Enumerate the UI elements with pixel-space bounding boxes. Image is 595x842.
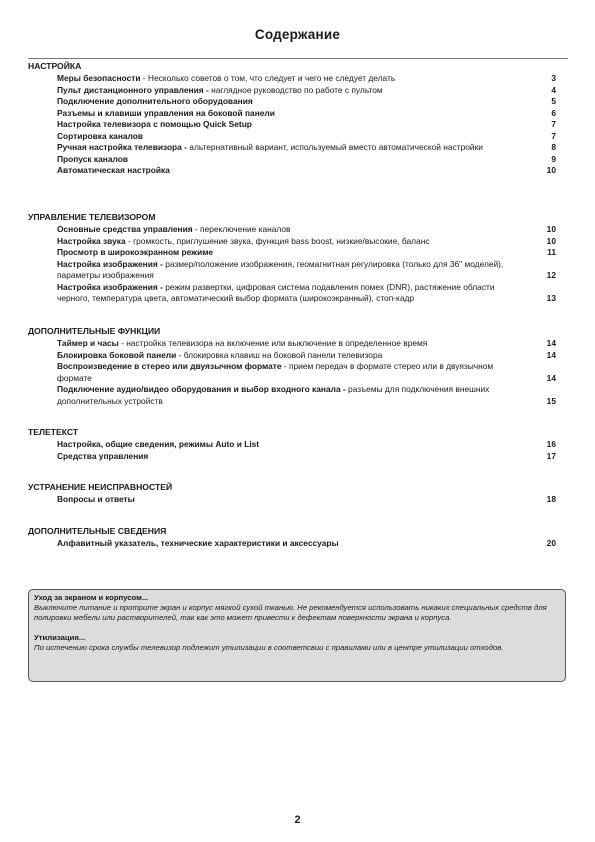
toc-entry[interactable] bbox=[28, 154, 556, 166]
section-title: ДОПОЛНИТЕЛЬНЫЕ СВЕДЕНИЯ bbox=[28, 526, 167, 536]
entry-page: 17 bbox=[546, 450, 556, 461]
section-title: ТЕЛЕТЕКСТ bbox=[28, 427, 79, 437]
entry-title: Воспроизведение в стерео или двуязычном формате bbox=[57, 361, 282, 371]
entry-page: 10 bbox=[546, 165, 556, 175]
entry-page: 16 bbox=[546, 439, 556, 449]
entry-title: Автоматическая настройка bbox=[57, 165, 170, 175]
entry-page: 13 bbox=[546, 293, 556, 303]
entry-page: 10 bbox=[546, 235, 556, 246]
entry-desc: - прием передач в формате стерео или в двуязычном формате bbox=[57, 361, 494, 383]
entry-page: 4 bbox=[551, 84, 556, 95]
entry-title: Настройка звука bbox=[57, 235, 126, 246]
page-number: 2 bbox=[294, 814, 301, 826]
entry-page: 15 bbox=[546, 395, 556, 406]
header-rule bbox=[28, 58, 568, 59]
disposal-note-text: По истечению срока службы телевизор подлежит утилизации в соответсвии с правилами или в центре утилизации отходов. bbox=[34, 642, 504, 652]
entry-title: Настройка телевизора с помощью Quick Setup bbox=[57, 119, 252, 129]
toc-section-tv-control bbox=[28, 212, 556, 305]
entry-desc: альтернативный вариант, используемый вместо автоматической настройки bbox=[186, 142, 483, 152]
entry-page: 7 bbox=[551, 130, 556, 141]
entry-title: Вопросы и ответы bbox=[57, 494, 135, 504]
entry-title: Разъемы и клавиши управления на боковой панели bbox=[57, 107, 275, 118]
care-note-box bbox=[28, 589, 566, 682]
disposal-note-title: Утилизация... bbox=[34, 632, 86, 642]
note-spacer bbox=[34, 624, 560, 633]
entry-page: 5 bbox=[551, 96, 556, 106]
entry-page: 14 bbox=[546, 338, 556, 348]
entry-desc: режим развертки, цифровая система подавления помех (DNR), растяжение области черного, температура цвета, автоматический выбор формата (широкоэкранный), стоп-кадр bbox=[57, 281, 495, 303]
care-note-text: Выключите питание и протрите экран и корпус мягкой сухой тканью. Не рекомендуется использовать никаких специальных средств для полировки мебели или растворителей, так как это может привести к дефектам поверхности экрана и корпуса. bbox=[34, 603, 547, 623]
entry-title: Ручная настройка телевизора - bbox=[57, 142, 187, 152]
toc-section-extra-functions bbox=[28, 326, 556, 407]
entry-page: 9 bbox=[551, 153, 556, 164]
entry-desc: наглядное руководство по работе с пультом bbox=[208, 84, 383, 95]
entry-desc: - Несколько советов о том, что следует и чего не следует делать bbox=[140, 73, 396, 83]
entry-page: 18 bbox=[546, 494, 556, 504]
entry-desc: - переключение каналов bbox=[192, 224, 291, 234]
entry-title: Сортировка каналов bbox=[57, 130, 144, 141]
toc-entry[interactable] bbox=[28, 338, 556, 350]
entry-title: Основные средства управления bbox=[57, 224, 193, 234]
entry-desc: разъемы для подключения внешних дополнительных устройств bbox=[57, 384, 490, 406]
toc-entry[interactable] bbox=[28, 494, 556, 506]
entry-title: Настройка, общие сведения, режимы Auto и List bbox=[57, 439, 260, 449]
entry-title: Пульт дистанционного управления - bbox=[57, 84, 209, 95]
toc-entry[interactable] bbox=[28, 236, 556, 248]
entry-page: 8 bbox=[551, 142, 556, 152]
entry-title: Средства управления bbox=[57, 450, 149, 461]
toc-entry[interactable] bbox=[28, 361, 556, 384]
care-note-title: Уход за экраном и корпусом... bbox=[34, 593, 149, 602]
entry-page: 14 bbox=[546, 372, 556, 383]
toc-entry[interactable] bbox=[28, 96, 556, 108]
section-title: УПРАВЛЕНИЕ ТЕЛЕВИЗОРОМ bbox=[28, 212, 156, 222]
toc-section-additional-info bbox=[28, 526, 556, 550]
toc-entry[interactable] bbox=[28, 282, 556, 305]
entry-title: Настройка изображения - bbox=[57, 258, 163, 269]
toc-entry[interactable] bbox=[28, 108, 556, 120]
entry-title: Настройка изображения - bbox=[57, 281, 163, 292]
section-title: ДОПОЛНИТЕЛЬНЫЕ ФУНКЦИИ bbox=[28, 326, 161, 336]
entry-desc: размер/положение изображения, геомагнитная регулировка (только для 36" моделей), параметры изображения bbox=[57, 258, 504, 280]
page-title: Содержание bbox=[254, 27, 341, 42]
entry-page: 7 bbox=[551, 119, 556, 129]
entry-desc: - громкость, приглушение звука, функция bass boost, низкие/высокие, баланс bbox=[125, 235, 430, 246]
toc-entry[interactable] bbox=[28, 439, 556, 451]
toc-entry[interactable] bbox=[28, 142, 556, 154]
toc-section-troubleshooting bbox=[28, 482, 556, 506]
section-title: УСТРАНЕНИЕ НЕИСПРАВНОСТЕЙ bbox=[28, 482, 173, 492]
entry-page: 20 bbox=[546, 538, 556, 548]
toc-entry[interactable] bbox=[28, 224, 556, 236]
entry-title: Алфавитный указатель, технические характеристики и аксессуары bbox=[57, 538, 339, 548]
toc-entry[interactable] bbox=[28, 259, 556, 282]
section-title: НАСТРОЙКА bbox=[28, 61, 82, 71]
toc-entry[interactable] bbox=[28, 451, 556, 463]
toc-entry[interactable] bbox=[28, 73, 556, 85]
toc-entry[interactable] bbox=[28, 165, 556, 177]
entry-page: 10 bbox=[546, 224, 556, 234]
toc-entry[interactable] bbox=[28, 247, 556, 259]
entry-title: Пропуск каналов bbox=[57, 153, 128, 164]
entry-page: 3 bbox=[551, 73, 556, 83]
toc-entry[interactable] bbox=[28, 384, 556, 407]
toc-entry[interactable] bbox=[28, 350, 556, 362]
toc-entry[interactable] bbox=[28, 85, 556, 97]
entry-page: 14 bbox=[546, 349, 556, 360]
entry-page: 11 bbox=[547, 247, 556, 257]
entry-page: 6 bbox=[551, 107, 556, 118]
entry-desc: - настройка телевизора на включение или выключение в определенное время bbox=[118, 338, 428, 348]
toc-entry[interactable] bbox=[28, 131, 556, 143]
toc-section-teletext bbox=[28, 427, 556, 462]
toc-section-setup bbox=[28, 61, 556, 177]
toc-entry[interactable] bbox=[28, 538, 556, 550]
entry-title: Меры безопасности bbox=[57, 73, 141, 83]
entry-page: 12 bbox=[546, 270, 556, 280]
toc-entry[interactable] bbox=[28, 119, 556, 131]
entry-title: Таймер и часы bbox=[57, 338, 119, 348]
entry-desc: - блокировка клавиш на боковой панели телевизора bbox=[176, 349, 383, 360]
entry-title: Просмотр в широкоэкранном режиме bbox=[57, 247, 214, 257]
entry-title: Подключение дополнительного оборудования bbox=[57, 96, 253, 106]
entry-title: Подключение аудио/видео оборудования и выбор входного канала - bbox=[57, 384, 346, 394]
entry-title: Блокировка боковой панели bbox=[57, 349, 177, 360]
